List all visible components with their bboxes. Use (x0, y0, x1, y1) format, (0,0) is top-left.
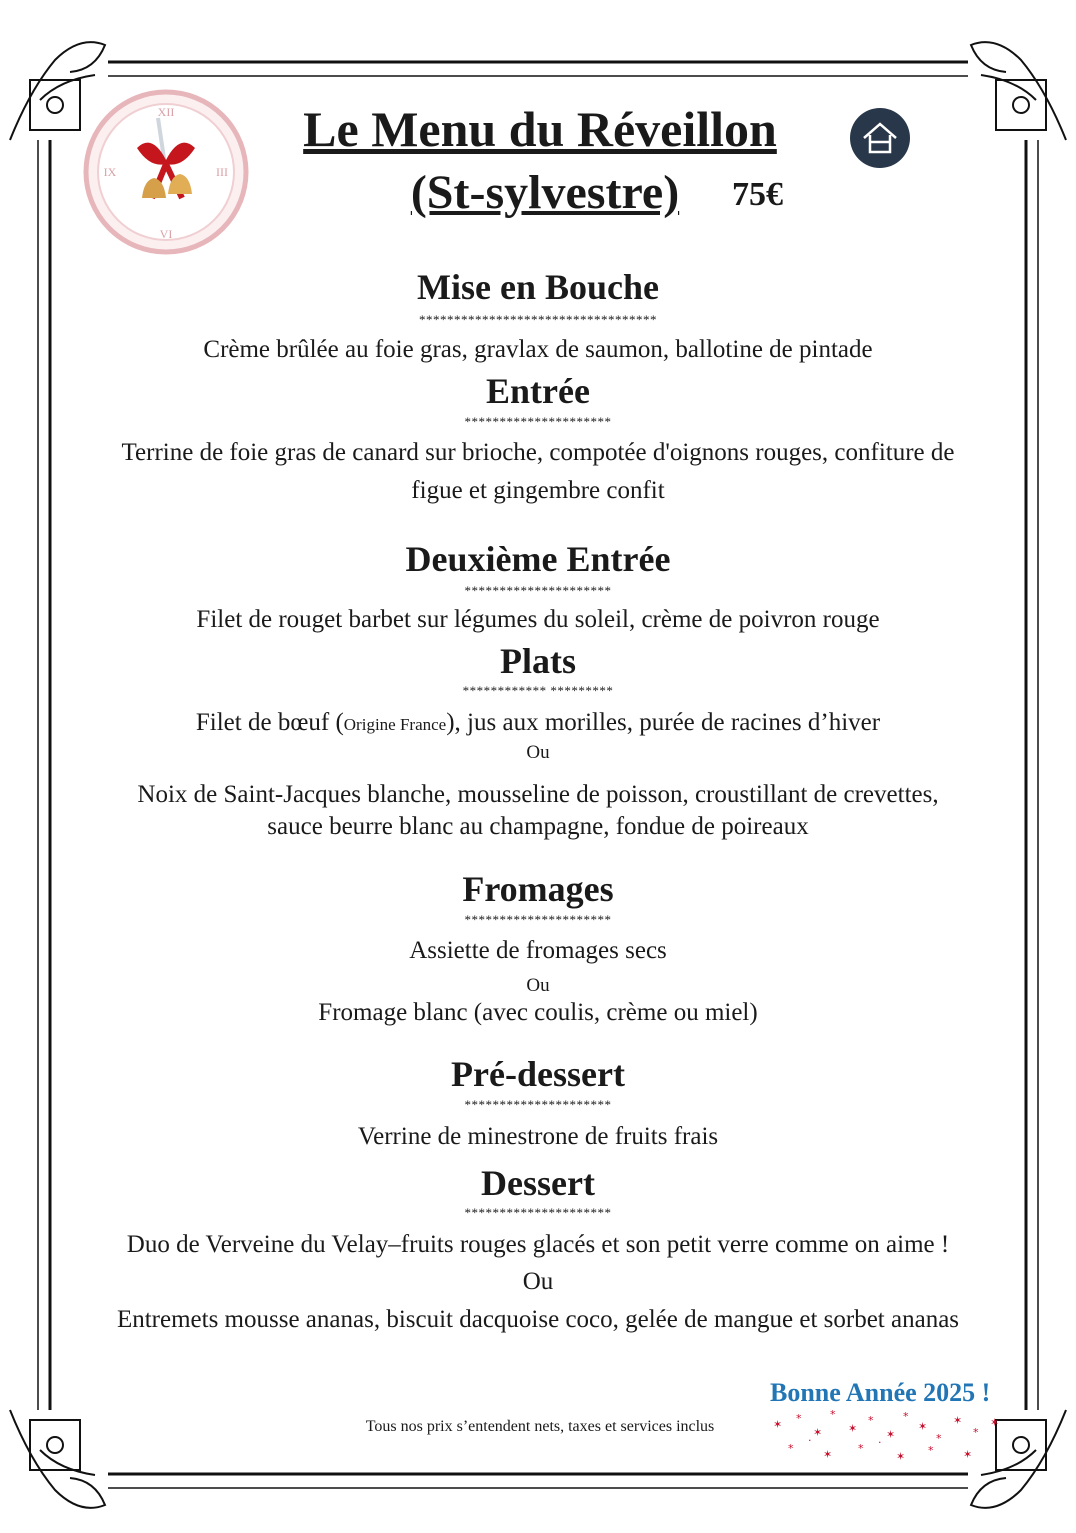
dish-plat-saint-jacques-line2: sauce beurre blanc au champagne, fondue de poireaux (267, 813, 809, 840)
menu-price: 75€ (732, 176, 783, 213)
section-title-mise-en-bouche: Mise en Bouche (417, 267, 659, 307)
section-separator: ********************************** (419, 312, 657, 327)
svg-text:✶: ✶ (848, 1422, 858, 1435)
section-title-dessert: Dessert (481, 1163, 595, 1203)
menu-title: Le Menu du Réveillon (303, 101, 777, 157)
section-separator: ********************* (464, 414, 612, 429)
dish-mise-en-bouche: Crème brûlée au foie gras, gravlax de saumon, ballotine de pintade (203, 336, 873, 363)
svg-text:*: * (788, 1442, 794, 1455)
dish-plat-boeuf: Filet de bœuf (Origine France), jus aux morilles, purée de racines d’hiver (195, 709, 881, 736)
section-title-pre-dessert: Pré-dessert (451, 1054, 625, 1094)
svg-text:✶: ✶ (823, 1448, 833, 1461)
menu-subtitle: (St-sylvestre) (410, 166, 680, 219)
svg-text:·: · (808, 1434, 812, 1447)
svg-text:·: · (878, 1436, 882, 1449)
svg-text:✶: ✶ (990, 1416, 1000, 1429)
svg-text:✶: ✶ (953, 1414, 963, 1427)
svg-text:VI: VI (159, 227, 173, 241)
svg-text:XII: XII (157, 105, 175, 119)
or-separator: Ou (522, 1268, 554, 1295)
svg-text:IX: IX (103, 165, 117, 179)
svg-text:✶: ✶ (813, 1426, 823, 1439)
svg-text:✶: ✶ (963, 1448, 973, 1461)
svg-text:*: * (903, 1410, 909, 1423)
or-separator: Ou (526, 742, 550, 763)
svg-text:*: * (936, 1432, 942, 1445)
svg-text:*: * (868, 1414, 874, 1427)
svg-text:III: III (216, 165, 228, 179)
section-separator: ********************* (464, 583, 612, 598)
svg-text:*: * (830, 1408, 836, 1421)
svg-text:✶: ✶ (886, 1428, 896, 1441)
dish-entree-line2: figue et gingembre confit (411, 477, 665, 504)
svg-text:*: * (858, 1442, 864, 1455)
svg-text:✶: ✶ (918, 1420, 928, 1433)
dish-fromages-secs: Assiette de fromages secs (409, 937, 667, 964)
section-title-fromages: Fromages (462, 869, 614, 909)
svg-text:✶: ✶ (896, 1450, 906, 1463)
section-separator: ********************* (464, 1205, 612, 1220)
or-separator: Ou (526, 975, 550, 996)
section-title-plats: Plats (500, 641, 576, 681)
section-separator: ************ ********* (462, 683, 614, 698)
dish-plat-saint-jacques-line1: Noix de Saint-Jacques blanche, mousseline de poisson, croustillant de crevettes, (137, 781, 939, 808)
red-stars-icon (768, 1408, 1008, 1470)
svg-text:✶: ✶ (773, 1418, 783, 1431)
clock-with-bells-icon (82, 88, 250, 256)
svg-text:*: * (973, 1426, 979, 1439)
house-logo-icon (850, 108, 910, 168)
section-title-deuxieme-entree: Deuxième Entrée (405, 539, 671, 579)
dish-dessert-verveine: Duo de Verveine du Velay–fruits rouges glacés et son petit verre comme on aime ! (126, 1231, 950, 1258)
section-title-entree: Entrée (486, 371, 590, 411)
section-separator: ********************* (464, 1097, 612, 1112)
dish-deuxieme-entree: Filet de rouget barbet sur légumes du soleil, crème de poivron rouge (196, 606, 880, 633)
dish-entree-line1: Terrine de foie gras de canard sur brioche, compotée d'oignons rouges, confiture de (121, 439, 955, 466)
origin-note: Origine France (343, 715, 447, 734)
svg-text:*: * (928, 1444, 934, 1457)
dish-dessert-entremets: Entremets mousse ananas, biscuit dacquoise coco, gelée de mangue et sorbet ananas (116, 1306, 960, 1333)
price-note: Tous nos prix s’entendent nets, taxes et services inclus (365, 1418, 715, 1435)
dish-pre-dessert: Verrine de minestrone de fruits frais (357, 1123, 719, 1150)
svg-text:*: * (796, 1412, 802, 1425)
section-separator: ********************* (464, 912, 612, 927)
dish-fromage-blanc: Fromage blanc (avec coulis, crème ou miel) (318, 999, 758, 1026)
new-year-greeting: Bonne Année 2025 ! (770, 1378, 991, 1407)
